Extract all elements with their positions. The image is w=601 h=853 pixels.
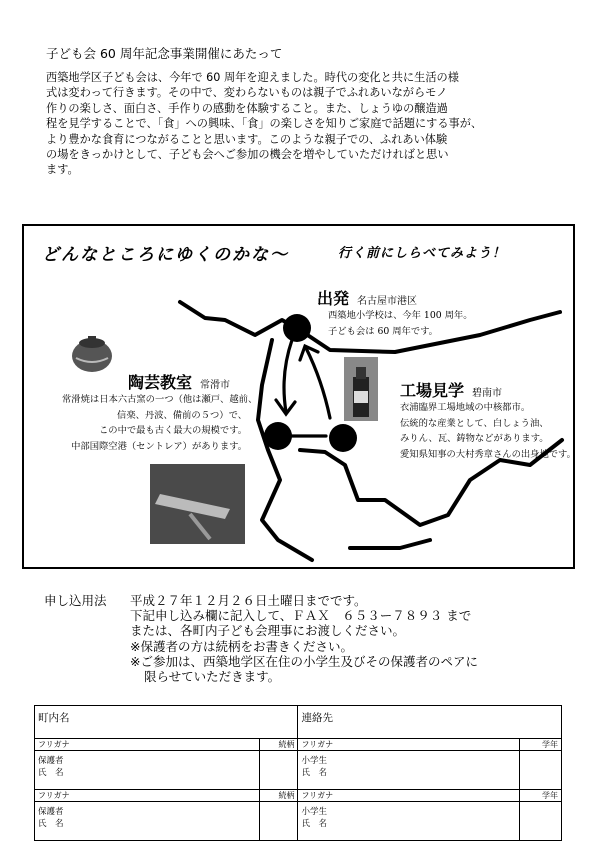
student-name-field[interactable] [298, 802, 520, 841]
application-line: または、各町内子ども会理事にお渡しください。 [130, 623, 406, 639]
pottery-line: 中部国際空港（セントレア）があります。 [71, 440, 247, 452]
intro-title: 子ども会 60 周年記念事業開催にあたって [46, 46, 283, 61]
student-name-field[interactable] [298, 751, 520, 790]
airport-photo [150, 464, 245, 544]
grade-field[interactable] [520, 802, 562, 841]
application-line: 平成２７年１２月２６日土曜日までです。 [130, 593, 367, 608]
grade-label: 学年 [542, 740, 558, 749]
application-line: 限らせていただきます。 [144, 669, 281, 685]
application-line: ※ご参加は、西築地学区在住の小学生及びその保護者のペアに [130, 653, 478, 669]
contact-label: 連絡先 [301, 712, 333, 724]
map-subheading: 行く前にしらべてみよう！ [338, 246, 507, 261]
start-title-text: 出発 [317, 289, 350, 308]
intro-line: ます。 [46, 163, 79, 177]
soy-sauce-bottle-icon [344, 357, 378, 421]
student-furigana-field[interactable] [298, 790, 520, 802]
guardian-label: 保護者 [38, 756, 64, 766]
factory-title-text: 工場見学 [400, 381, 465, 400]
application-line: 下記申し込み欄に記入して、ＦＡＸ ６５３ー７８９３ まで [130, 608, 472, 624]
relation-label: 続柄 [278, 740, 295, 749]
intro-line: の場をきっかけとして、子ども会へご参加の機会を増やしていただければと思い [46, 148, 449, 162]
intro-line: 式は変わって行きます。その中で、変わらないものは親子でふれあいながらモノ [46, 86, 448, 100]
coastline-south [350, 540, 430, 548]
guardian-furigana-field[interactable] [35, 739, 260, 751]
pottery-description [62, 392, 258, 454]
furigana-label: フリガナ [38, 740, 70, 749]
factory-description [400, 400, 576, 462]
grade-header [520, 790, 562, 802]
relation-field[interactable] [259, 751, 298, 790]
intro-line: より豊かな食育につながることと思います。このような親子での、ふれあい体験 [46, 132, 448, 146]
factory-title [400, 378, 502, 401]
start-place: 名古屋市港区 [357, 296, 418, 307]
application-line: ※保護者の方は続柄をお書きください。 [130, 638, 353, 654]
start-line: 子ども会は 60 周年です。 [328, 325, 438, 337]
start-line: 西築地小学校は、今年 100 周年。 [328, 310, 473, 321]
relation-header [259, 739, 298, 751]
name-label: 氏 名 [38, 768, 64, 778]
grade-header [520, 739, 562, 751]
guardian-label: 保護者 [38, 807, 64, 817]
pottery-line: 常滑焼は日本六古窯の一つ（他は瀬戸、越前、 [62, 394, 258, 405]
application-form [34, 705, 562, 841]
pottery-place: 常滑市 [200, 380, 231, 391]
student-label: 小学生 [301, 807, 327, 817]
start-title [317, 286, 417, 309]
student-label: 小学生 [301, 756, 327, 766]
guardian-name-field[interactable] [35, 751, 260, 790]
name-label: 氏 名 [38, 819, 64, 829]
furigana-label: フリガナ [38, 791, 70, 800]
intro-line: 程を見学することで、「食」への興味、「食」の楽しさを知りご家庭で話題にする事が、 [46, 117, 483, 131]
factory-place: 碧南市 [472, 388, 503, 399]
contact-field[interactable] [298, 706, 562, 739]
factory-photo [344, 357, 378, 421]
pottery-marker [264, 422, 292, 450]
intro-line: 作りの楽しさ、面白さ、手作りの感動を体験すること。また、しょうゆの醸造過 [46, 101, 448, 115]
student-furigana-field[interactable] [298, 739, 520, 751]
grade-field[interactable] [520, 751, 562, 790]
guardian-name-field[interactable] [35, 802, 260, 841]
town-name-label: 町内名 [38, 712, 70, 724]
factory-line: みりん、瓦、鋳物などがあります。 [400, 433, 549, 444]
airport-aerial-image [150, 464, 245, 544]
name-label: 氏 名 [301, 819, 327, 829]
furigana-label: フリガナ [301, 740, 334, 749]
start-description [328, 308, 473, 339]
pottery-line: この中で最も古く最大の規模です。 [98, 425, 247, 436]
grade-label: 学年 [542, 791, 558, 800]
application-label: 申し込用法 [44, 593, 107, 608]
town-name-field[interactable] [35, 706, 298, 739]
map-heading: どんなところにゆくのかな〜 [42, 245, 289, 265]
application-instructions [44, 593, 478, 684]
intro-line: 西築地学区子ども会は、今年で 60 周年を迎えました。時代の変化と共に生活の様 [46, 71, 459, 84]
pottery-jar-icon [70, 332, 114, 374]
pottery-title [128, 370, 230, 393]
route-arrow-up [306, 348, 330, 418]
relation-label: 続柄 [278, 791, 295, 800]
factory-line: 愛知県知事の大村秀章さんの出身地です。 [400, 448, 576, 460]
route-arrow-down [284, 340, 292, 412]
furigana-label: フリガナ [301, 791, 334, 800]
name-label: 氏 名 [301, 768, 327, 778]
pottery-line: 信楽、丹波、備前の５つ）で、 [117, 409, 247, 421]
start-marker [283, 314, 311, 342]
factory-line: 衣浦臨界工場地域の中核都市。 [400, 402, 531, 413]
pottery-title-text: 陶芸教室 [128, 373, 193, 392]
relation-header [259, 790, 298, 802]
pottery-photo [70, 332, 114, 374]
guardian-furigana-field[interactable] [35, 790, 260, 802]
relation-field[interactable] [259, 802, 298, 841]
factory-line: 伝統的な産業として、白しょう油、 [400, 417, 549, 429]
factory-marker [329, 424, 357, 452]
